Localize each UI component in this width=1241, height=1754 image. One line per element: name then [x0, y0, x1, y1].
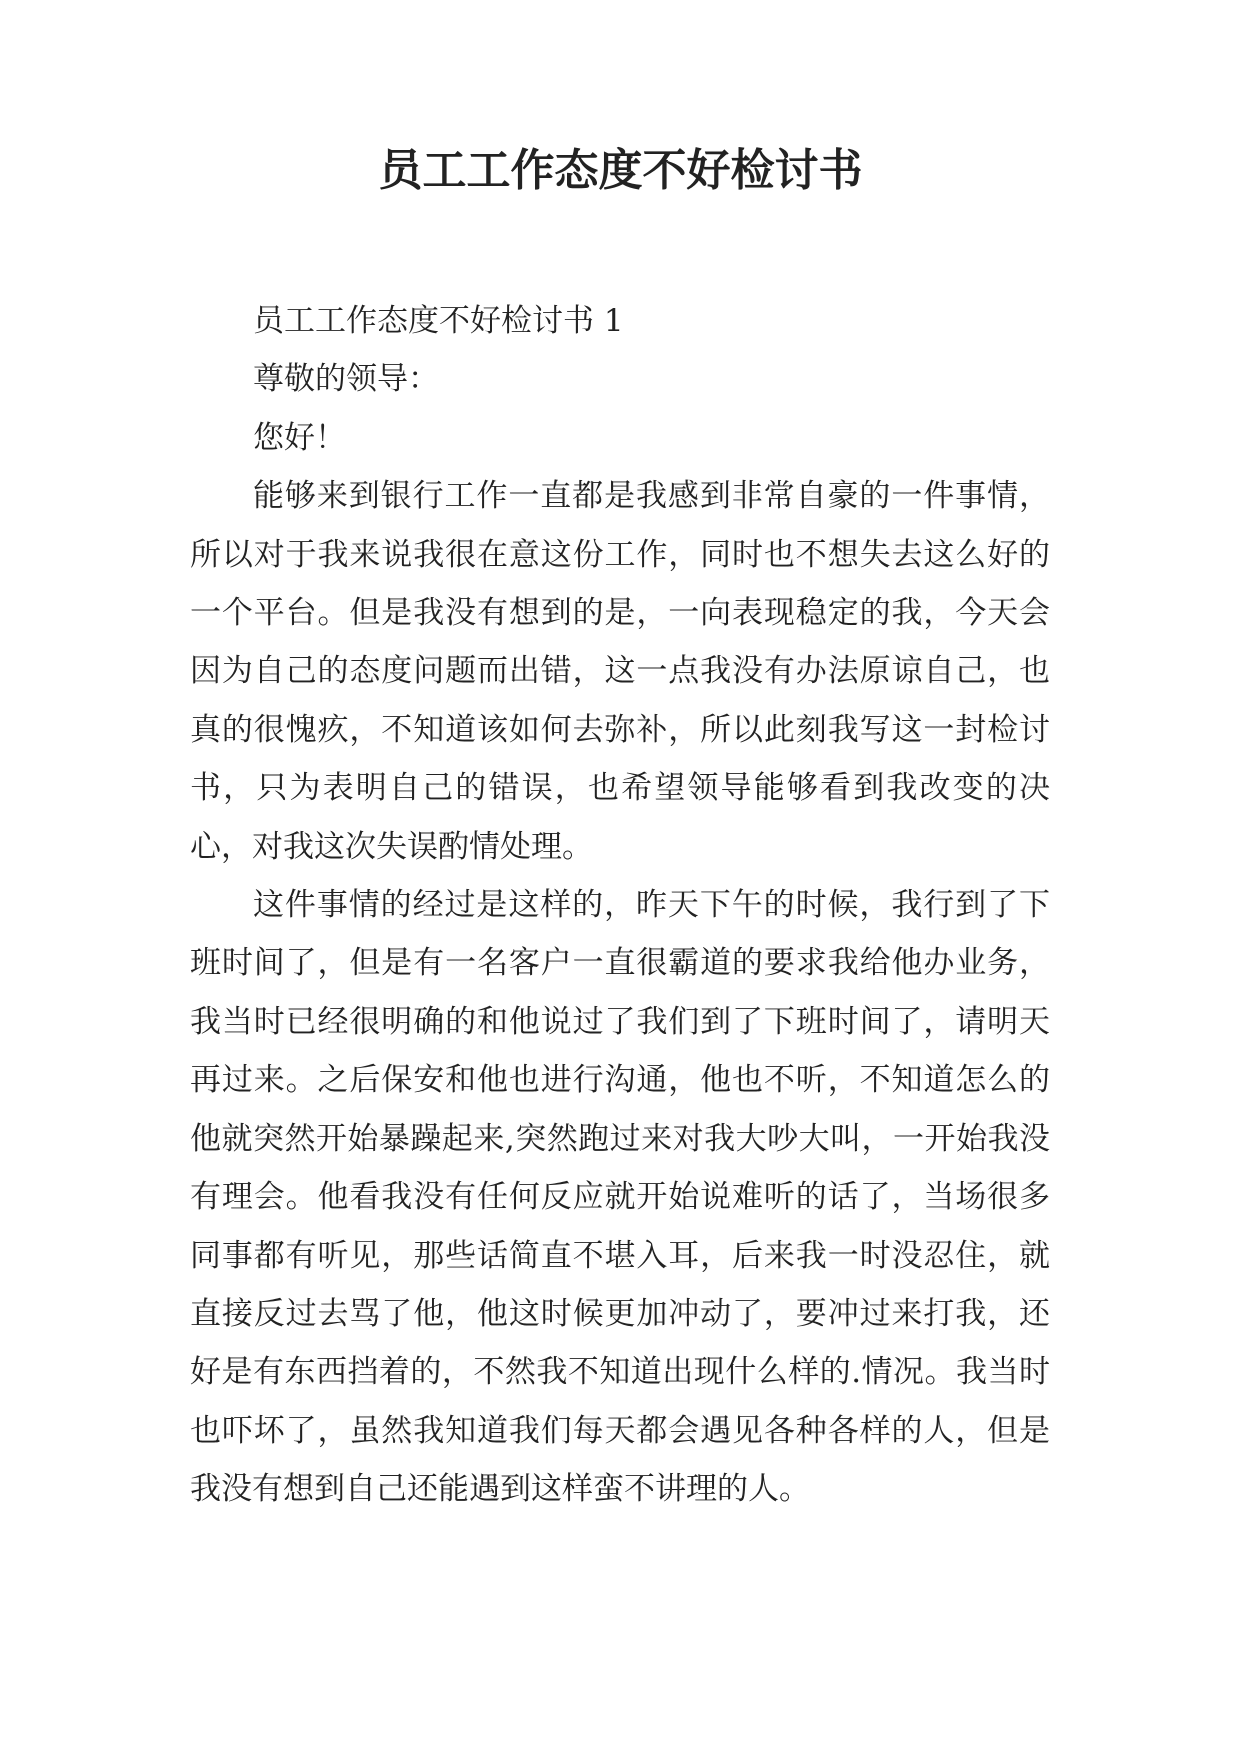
document-body: [190, 292, 1050, 1519]
paragraph-incident: 这件事情的经过是这样的，昨天下午的时候，我行到了下班时间了，但是有一名客户一直很霸道的要求我给他办业务，我当时已经很明确的和他说过了我们到了下班时间了，请明天再过来。之后保安和他也进行沟通，他也不听，不知道怎么的他就突然开始暴躁起来,突然跑过来对我大吵大叫，一开始我没有理会。他看我没有任何反应就开始说难听的话了，当场很多同事都有听见，那些话简直不堪入耳，后来我一时没忍住，就直接反过去骂了他，他这时候更加冲动了，要冲过来打我，还好是有东西挡着的，不然我不知道出现什么样的.情况。我当时也吓坏了，虽然我知道我们每天都会遇见各种各样的人，但是我没有想到自己还能遇到这样蛮不讲理的人。: [190, 887, 1050, 1508]
salutation: 尊敬的领导：: [253, 361, 439, 398]
document-title: 员工工作态度不好检讨书: [378, 145, 863, 196]
paragraph-intro: 能够来到银行工作一直都是我感到非常自豪的一件事情，所以对于我来说我很在意这份工作，同时也不想失去这么好的一个平台。但是我没有想到的是，一向表现稳定的我，今天会因为自己的态度问题而出错，这一点我没有办法原谅自己，也真的很愧疚，不知道该如何去弥补，所以此刻我写这一封检讨书，只为表明自己的错误，也希望领导能够看到我改变的决心，对我这次失误酌情处理。: [190, 478, 1050, 865]
greeting: 您好！: [253, 419, 346, 456]
subtitle-line: 员工工作态度不好检讨书 1: [253, 303, 624, 339]
